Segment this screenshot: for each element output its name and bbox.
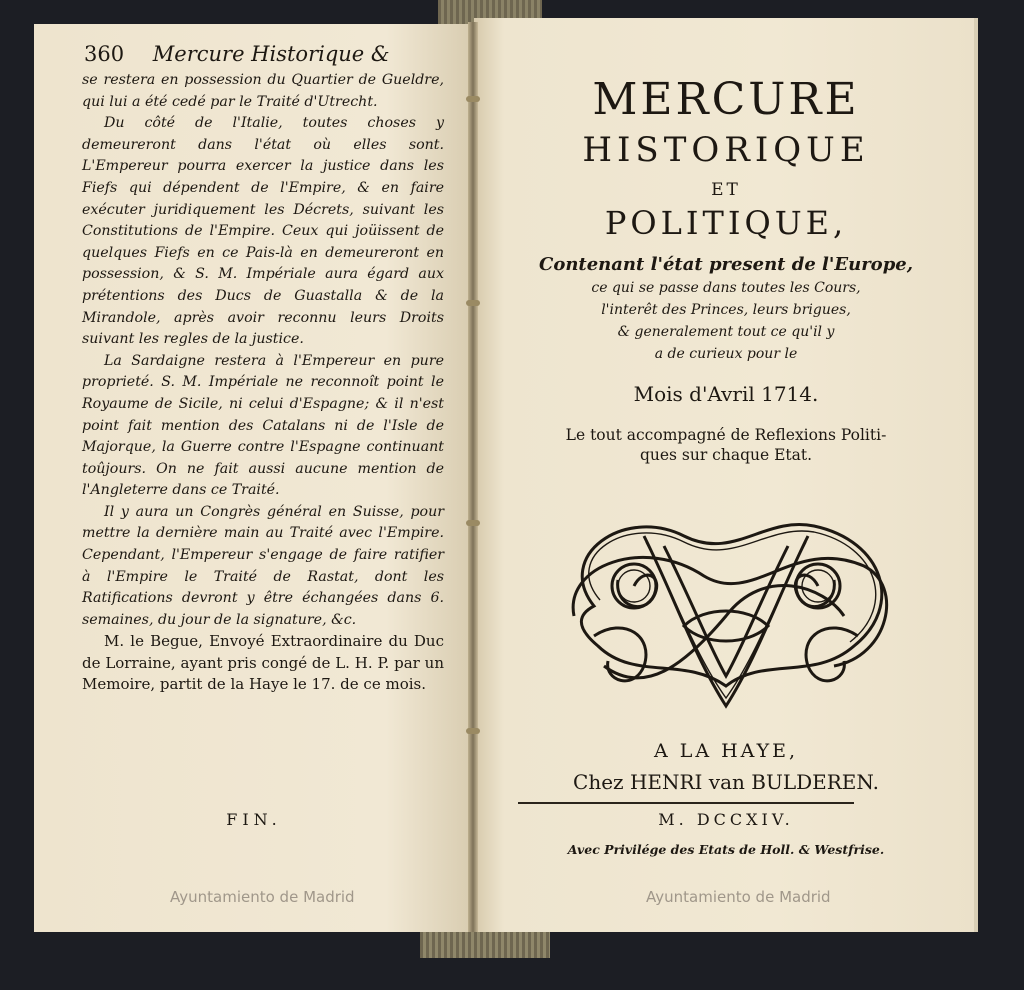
privilege-line: Avec Privilége des Etats de Holl. & Westfrise. <box>567 842 885 857</box>
printer-name: Chez HENRI van BULDEREN. <box>573 770 879 794</box>
title-historique: HISTORIQUE <box>582 130 870 170</box>
binding-stitch <box>466 300 480 306</box>
left-body-text <box>82 70 444 696</box>
right-page-title-page <box>474 18 978 932</box>
book-gutter <box>468 22 478 932</box>
paragraph-3: La Sardaigne restera à l'Empereur en pure proprieté. S. M. Impériale ne reconnoît point le Royaume de Sicile, ni celui d'Espagne; & il n'est point fait mention des Catalans ni de l'Isle de Majorque, la Guerre contre l'Espagne continuant toûjours. On ne fait aussi aucune mention de l'Angleterre dans ce Traité. <box>82 352 444 499</box>
paragraph-4: Il y aura un Congrès général en Suisse, pour mettre la dernière main au Traité avec l'Empire. Cependant, l'Empereur s'engage de faire ratifier à l'Empire le Traité de Rastat, dont les Ratifications devront y être échangées dans 6. semaines, du jour de la signature, &c. <box>82 503 444 628</box>
left-page <box>34 24 474 932</box>
subtitle-line-1: Contenant l'état present de l'Europe, <box>539 254 913 275</box>
paragraph-1: se restera en possession du Quartier de Gueldre, qui lui a été cedé par le Traité d'Utrecht. <box>82 72 444 110</box>
paragraph-5: M. le Begue, Envoyé Extraordinaire du Duc de Lorraine, ayant pris congé de L. H. P. par un Memoire, partit de la Haye le 17. de ce mois. <box>82 632 444 694</box>
subtitle-line-3: l'interêt des Princes, leurs brigues, <box>601 302 851 318</box>
right-watermark: Ayuntamiento de Madrid <box>646 888 831 906</box>
page-number: 360 <box>84 42 125 66</box>
running-head-title: Mercure Historique & <box>152 42 390 66</box>
title-et: ET <box>711 180 741 200</box>
divider-rule <box>518 802 854 804</box>
binding-stitch <box>466 520 480 526</box>
book-spine-bottom <box>420 928 550 958</box>
subtitle-line-5: a de curieux pour le <box>654 346 798 362</box>
accompanied-line-1: Le tout accompagné de Reflexions Politi- <box>565 426 887 444</box>
left-watermark: Ayuntamiento de Madrid <box>170 888 355 906</box>
title-politique: POLITIQUE, <box>604 204 848 242</box>
fin-mark: FIN. <box>226 810 282 829</box>
publication-place: A LA HAYE, <box>653 740 799 762</box>
running-header <box>84 42 454 66</box>
publication-year: M. DCCXIV. <box>658 810 794 829</box>
title-mercure: MERCURE <box>592 74 860 125</box>
subtitle-line-4: & generalement tout ce qu'il y <box>617 324 835 340</box>
issue-month: Mois d'Avril 1714. <box>633 382 819 406</box>
binding-stitch <box>466 728 480 734</box>
subtitle-line-2: ce qui se passe dans toutes les Cours, <box>591 280 861 296</box>
binding-stitch <box>466 96 480 102</box>
paragraph-2: Du côté de l'Italie, toutes choses y demeureront dans l'état où elles sont. L'Empereur pourra exercer la justice dans les Fiefs qui dépendent de l'Empire, & en faire exécuter juridiquement les Décrets, suivant les Constitutions de l'Empire. Ceux qui joüissent de quelques Fiefs en ce Pais-là en demeureront en possession, & S. M. Impériale aura égard aux prétentions des Ducs de Guastalla & de la Mirandole, après avoir reconnu leurs Droits suivant les regles de la justice. <box>82 115 444 348</box>
monogram-ornament-icon <box>534 496 918 716</box>
accompanied-line-2: ques sur chaque Etat. <box>639 446 813 464</box>
